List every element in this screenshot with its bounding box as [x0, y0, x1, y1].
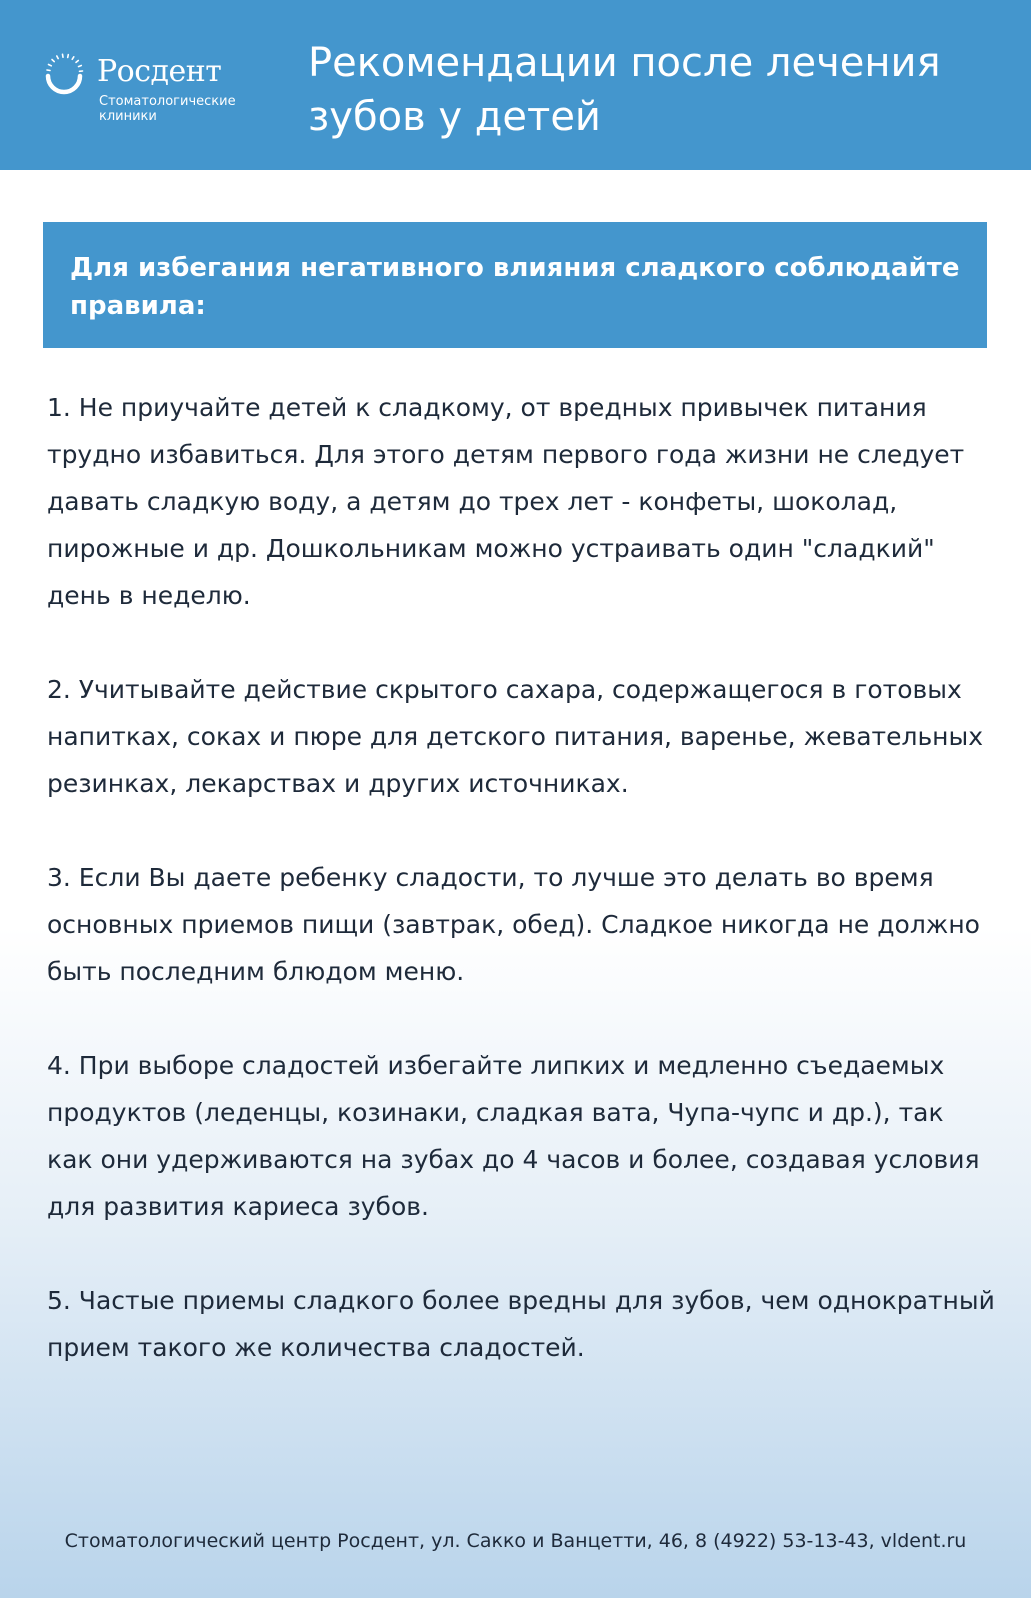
page-header [0, 0, 1031, 170]
rules-heading-banner [43, 222, 987, 348]
page-title: Рекомендации после лечения зубов у детей [308, 40, 941, 140]
rule-item-1: 1. Не приучайте детей к сладкому, от вредных привычек питания трудно избавиться. Для этого детям первого года жизни не следует давать сладкую воду, а детям до трех лет - конфеты, шоколад, пирожные и др. Дошкольникам можно устраивать один "сладкий" день в неделю. [47, 393, 965, 610]
footer-contact-info: Стоматологический центр Росдент, ул. Сакко и Ванцетти, 46, 8 (4922) 53-13-43, vldent.ru [64, 1530, 967, 1552]
brand-name: Росдент [97, 54, 222, 89]
rule-item-5: 5. Частые приемы сладкого более вредны для зубов, чем однократный прием такого же количества сладостей. [47, 1286, 995, 1362]
brand-logo [42, 52, 282, 132]
rule-item-4: 4. При выборе сладостей избегайте липких и медленно съедаемых продуктов (леденцы, козинаки, сладкая вата, Чупа-чупс и др.), так как они удерживаются на зубах до 4 часов и более, создавая условия для развития кариеса зубов. [47, 1051, 980, 1221]
brand-subtitle: Стоматологические клиники [99, 94, 236, 124]
rule-item-2: 2. Учитывайте действие скрытого сахара, содержащегося в готовых напитках, соках и пюре для детского питания, варенье, жевательных резинках, лекарствах и других источниках. [47, 675, 984, 798]
rules-heading: Для избегания негативного влияния сладкого соблюдайте правила: [70, 253, 960, 321]
rules-list [47, 384, 997, 1418]
logo-sunrise-icon [42, 52, 86, 96]
rule-item-3: 3. Если Вы даете ребенку сладости, то лучше это делать во время основных приемов пищи (завтрак, обед). Сладкое никогда не должно быть последним блюдом меню. [47, 863, 980, 986]
